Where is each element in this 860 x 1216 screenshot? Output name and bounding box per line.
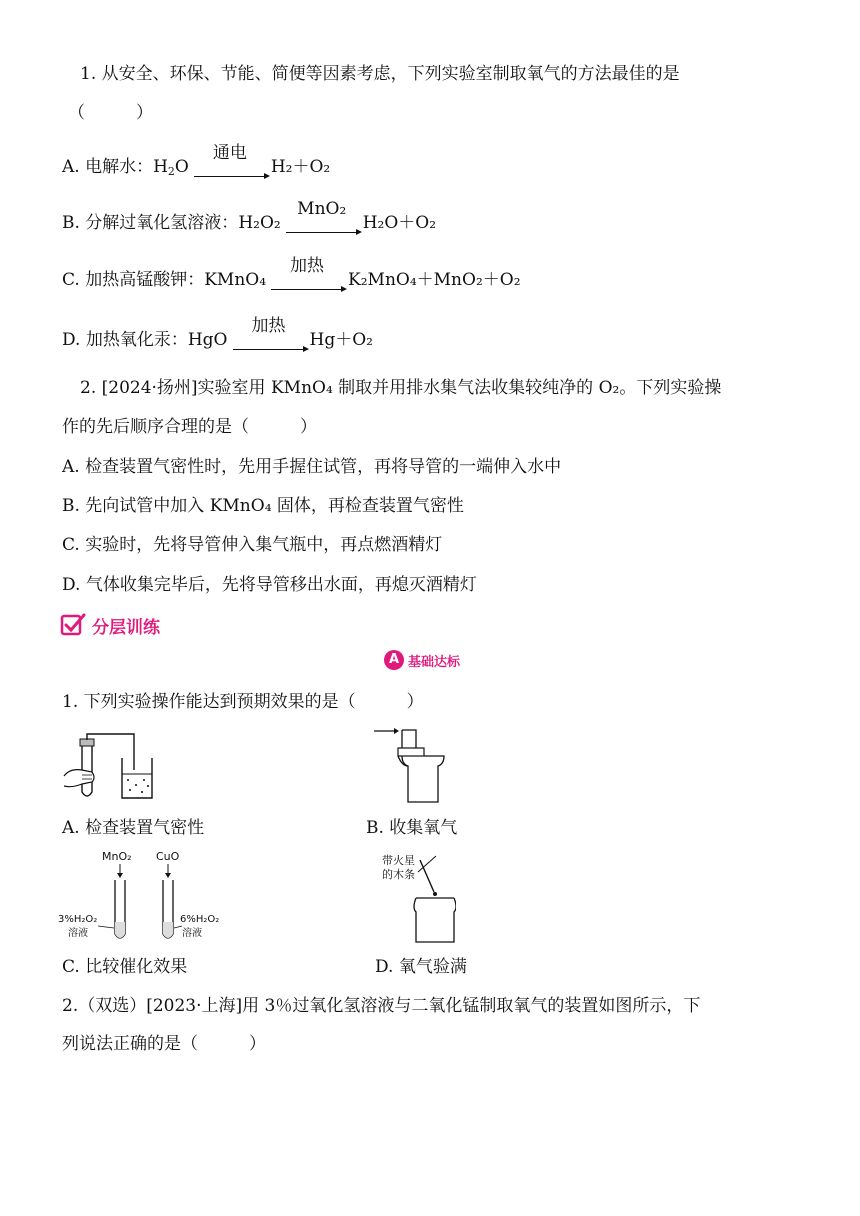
p1-stem: 1. 下列实验操作能达到预期效果的是（ ） [62, 692, 424, 712]
p1-caption-b: B. 收集氧气 [366, 818, 458, 838]
q1-option-b: B. 分解过氧化氢溶液：H₂O₂ MnO₂ H₂O＋O₂ [62, 199, 437, 233]
right-solution-word: 溶液 [182, 928, 202, 939]
left-solution-word: 溶液 [68, 928, 88, 939]
subsection-header [384, 650, 460, 670]
q2-option-d: D. 气体收集完毕后，先将导管移出水面，再熄灭酒精灯 [62, 575, 477, 595]
section-title: 分层训练 [92, 617, 160, 638]
level-badge: A [384, 650, 404, 670]
left-reagent-label: MnO₂ [102, 850, 132, 863]
left-solution-label: 3%H₂O₂ [58, 914, 98, 925]
q2-option-a: A. 检查装置气密性时，先用手握住试管，再将导管的一端伸入水中 [62, 457, 562, 477]
p1-caption-c: C. 比较催化效果 [62, 957, 188, 977]
splint-label-line2: 的木条 [382, 868, 415, 881]
q2-option-b: B. 先向试管中加入 KMnO₄ 固体，再检查装置气密性 [62, 496, 464, 516]
figure-a-airtightness [60, 730, 170, 805]
figure-c-compare-catalysts [58, 846, 236, 948]
q1-stem: 1. 从安全、环保、节能、简便等因素考虑，下列实验室制取氧气的方法最佳的是 [80, 64, 680, 84]
q2-stem-line2: 作的先后顺序合理的是（ ） [62, 417, 317, 437]
reaction-arrow: 通电 [192, 155, 268, 179]
figure-b-collect-oxygen [372, 726, 452, 806]
reaction-arrow: MnO₂ [284, 211, 360, 235]
p2-stem-line2: 列说法正确的是（ ） [62, 1034, 266, 1054]
subsection-title: 基础达标 [408, 654, 461, 670]
p2-stem-line1: 2.（双选）[2023·上海]用 3％过氧化氢溶液与二氧化锰制取氧气的装置如图所示，下 [62, 996, 701, 1016]
right-solution-label: 6%H₂O₂ [180, 914, 220, 925]
reaction-arrow: 加热 [269, 268, 345, 292]
splint-label-line1: 带火星 [382, 854, 415, 867]
q2-stem-line1: 2. [2024·扬州]实验室用 KMnO₄ 制取并用排水集气法收集较纯净的 O₂。下列实验操 [80, 378, 722, 398]
reaction-arrow: 加热 [231, 328, 307, 352]
q1-option-a: A. 电解水：$H_2O$ 通电 H₂＋O₂ [62, 143, 331, 178]
figure-d-oxygen-full-test [376, 852, 456, 948]
q1-option-c: C. 加热高锰酸钾：KMnO₄ 加热 K₂MnO₄＋MnO₂＋O₂ [62, 256, 521, 290]
p1-caption-a: A. 检查装置气密性 [62, 818, 205, 838]
right-reagent-label: CuO [156, 850, 180, 863]
checkbox-icon [60, 612, 86, 638]
p1-caption-d: D. 氧气验满 [375, 957, 467, 977]
q2-option-c: C. 实验时，先将导管伸入集气瓶中，再点燃酒精灯 [62, 535, 443, 555]
q1-option-d: D. 加热氧化汞：HgO 加热 Hg＋O₂ [62, 316, 373, 350]
q1-answer-paren: （ ） [68, 103, 153, 123]
section-header [60, 612, 160, 638]
